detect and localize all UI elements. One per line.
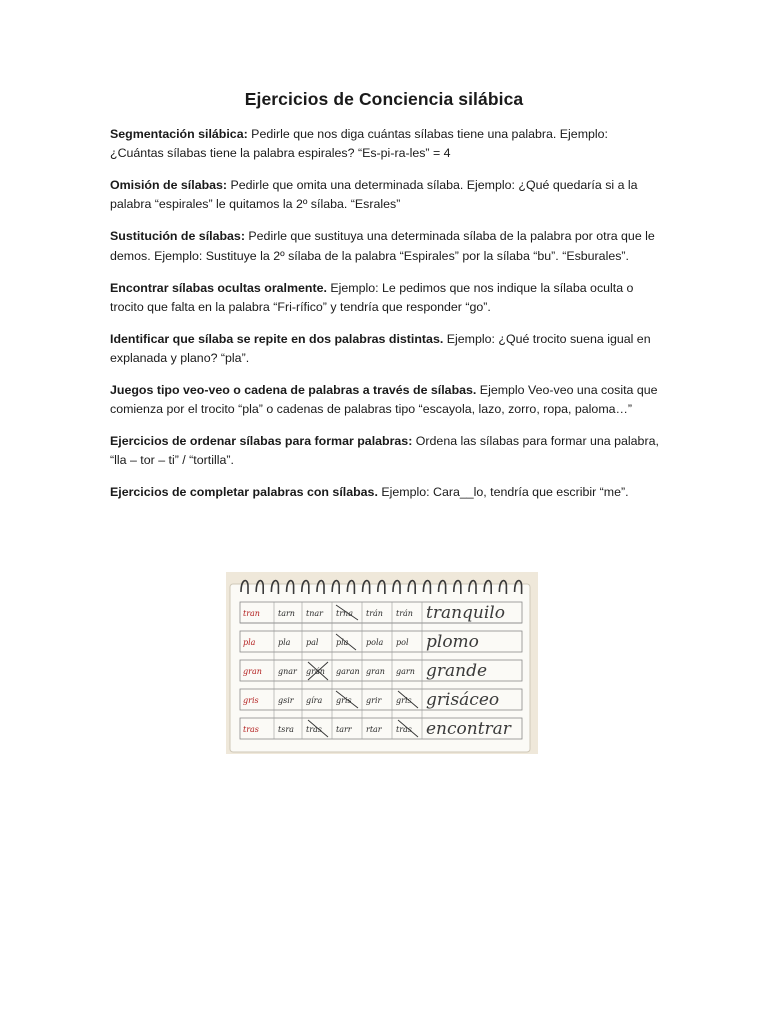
paragraph-body: Ejemplo: Le pedimos que nos indique la sílaba oculta o trocito que falta en la palabra “Fri-rífico” y tendría que responder “go”. [110, 280, 634, 314]
syllable-cell: pla [278, 638, 291, 647]
syllable-cell: pola [366, 638, 384, 647]
document-title: Ejercicios de Conciencia silábica [244, 89, 524, 109]
paragraph-lead: Ejercicios de completar palabras con sílabas. [110, 485, 378, 500]
syllable-cell: garan [336, 667, 360, 676]
syllable-cell: garn [396, 667, 415, 676]
paragraph-lead: Juegos tipo veo-veo o cadena de palabras a través de sílabas. [110, 383, 477, 398]
paragraph-body: Pedirle que nos diga cuántas sílabas tiene una palabra. Ejemplo: ¿Cuántas sílabas tiene la palabra espirales? “Es-pi-ra-les” = 4 [110, 127, 608, 161]
syllable-cell: tarn [278, 609, 295, 618]
paragraph-body: Ejemplo Veo-veo una cosita que comienza por el trocito “pla” o cadenas de palabras tipo “escayola, lazo, zorro, ropa, paloma…” [110, 383, 658, 417]
syllable-cell: pol [396, 638, 409, 647]
paragraph-omision [110, 176, 662, 214]
syllable-cell: tras [396, 725, 412, 734]
worksheet-illustration [226, 572, 538, 754]
syllable-cell: trán [366, 609, 383, 618]
paragraph-lead: Ejercicios de ordenar sílabas para formar palabras: [110, 434, 413, 449]
paragraph-lead: Sustitución de sílabas: [110, 229, 245, 244]
syllable-cell: gíra [306, 696, 323, 705]
paragraph-body: Pedirle que omita una determinada sílaba. Ejemplo: ¿Qué quedaría si a la palabra “espirales” le quitamos la 2º sílaba. “Esrales” [110, 178, 638, 212]
syllable-cell: gran [366, 667, 385, 676]
syllable-cell: tran [243, 609, 260, 618]
syllable-cell: tarr [336, 725, 352, 734]
paragraph-completar [110, 483, 662, 502]
paragraph-lead: Segmentación silábica: [110, 127, 248, 141]
syllable-cell: gnar [278, 667, 297, 676]
paragraph-ocultas [110, 279, 662, 317]
paragraph-lead: Identificar que sílaba se repite en dos palabras distintas. [110, 331, 444, 346]
syllable-cell: tsra [278, 725, 294, 734]
syllable-cell: gris [243, 696, 259, 705]
handwritten-answer: encontrar [426, 719, 511, 739]
paragraph-body: Ordena las sílabas para formar una palabra, “lla – tor – ti” / “tortilla”. [110, 434, 659, 468]
syllable-cell: rtar [366, 725, 382, 734]
paragraph-segmentacion [110, 125, 662, 163]
handwritten-answer: plomo [426, 632, 479, 652]
paragraph-sustitucion [110, 227, 662, 265]
paragraph-veo-veo [110, 381, 662, 419]
paragraph-identificar [110, 330, 662, 368]
syllable-cell: pla [243, 638, 256, 647]
handwritten-answer: tranquilo [426, 603, 505, 623]
handwritten-answer: grande [426, 661, 488, 681]
paragraph-body: Ejemplo: ¿Qué trocito suena igual en explanada y plano? “pla”. [110, 331, 651, 366]
paragraph-body: Pedirle que sustituya una determinada sílaba de la palabra por otra que le demos. Ejemplo: Sustituye la 2º sílaba de la palabra “Espirales” por la sílaba “bu”. “Esburales”. [110, 229, 655, 263]
syllable-cell: gris [336, 696, 352, 705]
handwritten-answer: grisáceo [426, 690, 500, 710]
syllable-cell: gris [396, 696, 412, 705]
paragraph-body: Ejemplo: Cara__lo, tendría que escribir “me”. [377, 485, 629, 500]
syllable-cell: grir [366, 696, 382, 705]
syllable-cell: grán [306, 667, 325, 676]
syllable-cell: pla [336, 638, 349, 647]
syllable-cell: tras [243, 725, 259, 734]
syllable-cell: trán [396, 609, 413, 618]
document-body [110, 125, 662, 515]
worksheet-photo [226, 572, 538, 754]
syllable-cell: trna [336, 609, 353, 618]
syllable-cell: tras [306, 725, 322, 734]
paragraph-lead: Encontrar sílabas ocultas oralmente. [110, 280, 327, 295]
syllable-cell: pal [306, 638, 319, 647]
syllable-cell: gsir [278, 696, 294, 705]
syllable-cell: tnar [306, 609, 323, 618]
paragraph-lead: Omisión de sílabas: [110, 178, 228, 193]
syllable-cell: gran [243, 667, 262, 676]
paragraph-ordenar [110, 432, 662, 470]
